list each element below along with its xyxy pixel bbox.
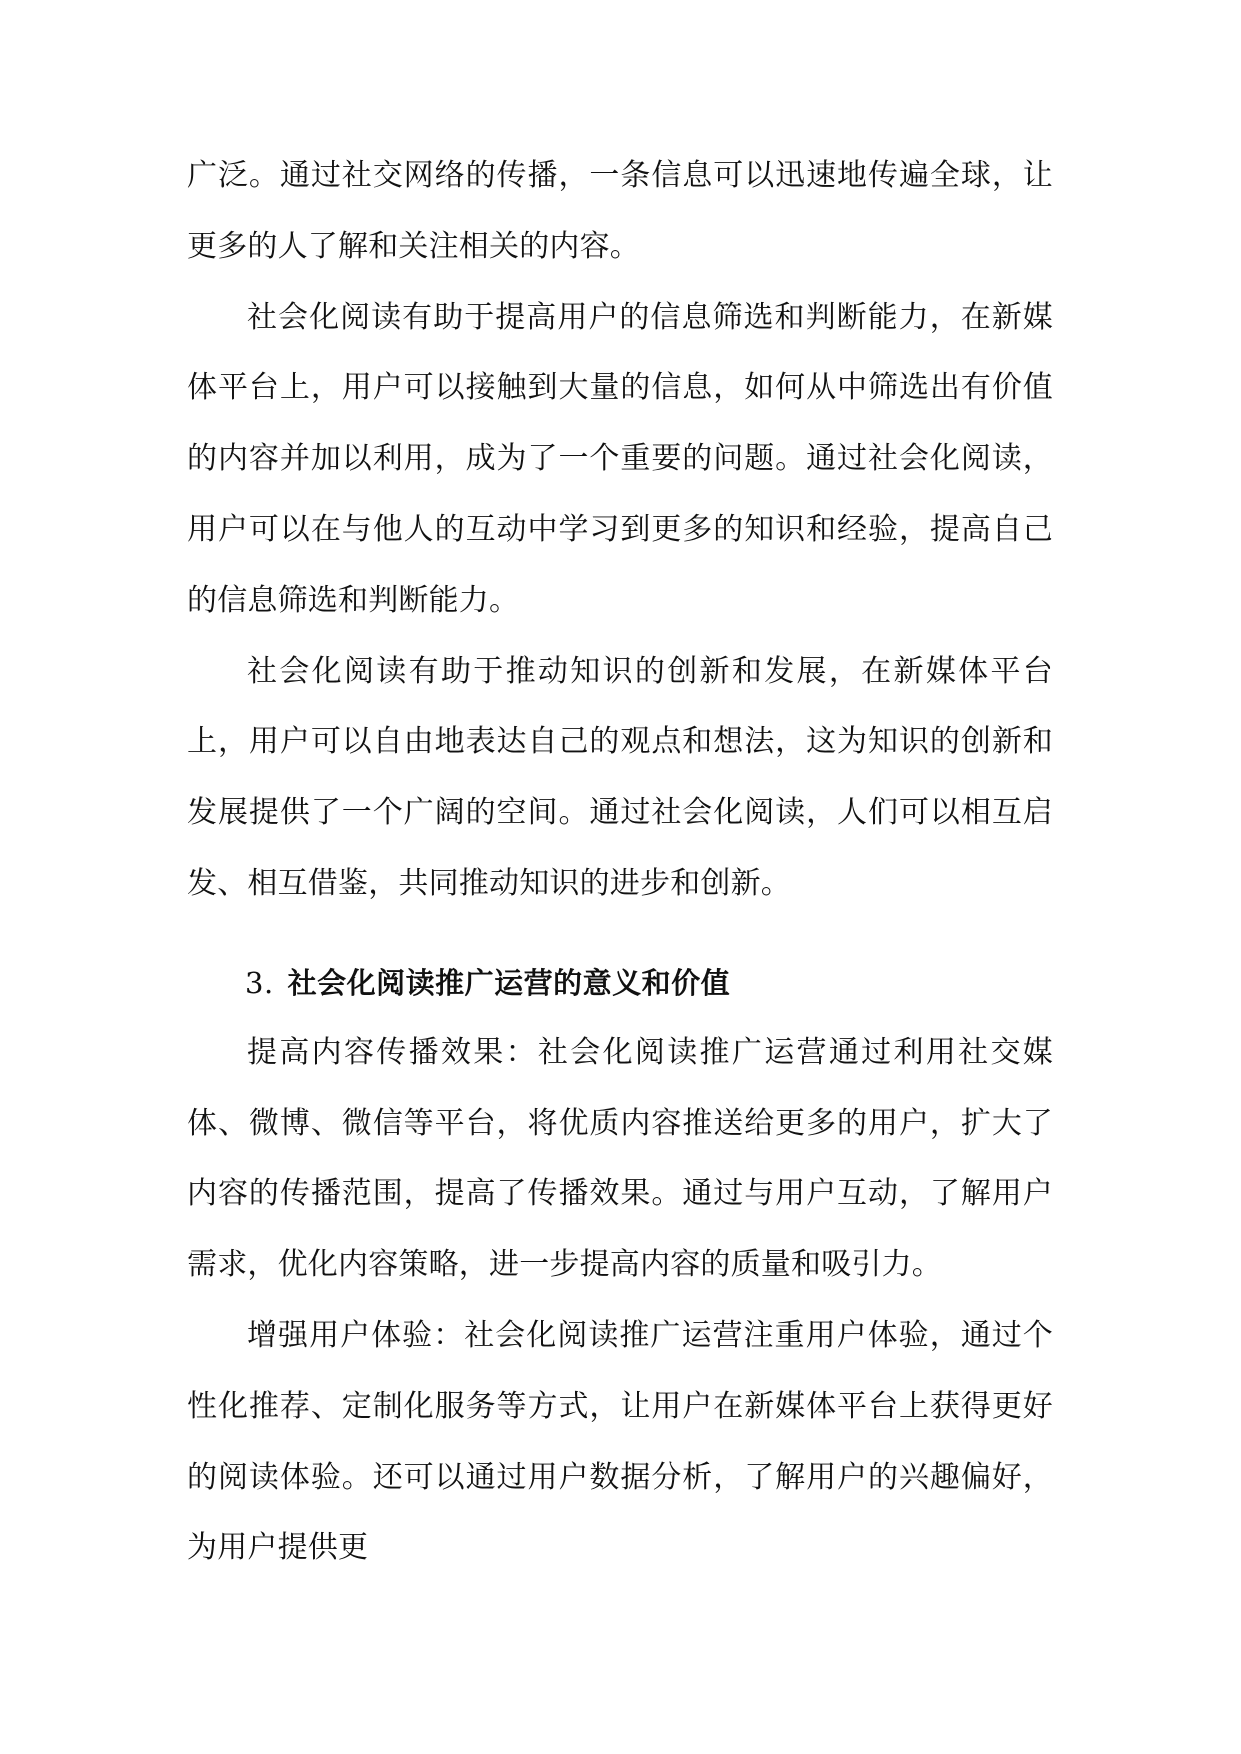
section-number: 3. (245, 965, 274, 1000)
section-title: 社会化阅读推广运营的意义和价值 (287, 965, 731, 1000)
paragraph-screening-ability: 社会化阅读有助于提高用户的信息筛选和判断能力，在新媒体平台上，用户可以接触到大量的信息，如何从中筛选出有价值的内容并加以利用，成为了一个重要的问题。通过社会化阅读，用户可以在与他人的互动中学习到更多的知识和经验，提高自己的信息筛选和判断能力。 (187, 299, 1053, 618)
paragraph-content-spread: 提高内容传播效果：社会化阅读推广运营通过利用社交媒体、微博、微信等平台，将优质内容推送给更多的用户，扩大了内容的传播范围，提高了传播效果。通过与用户互动，了解用户需求，优化内容策略，进一步提高内容的质量和吸引力。 (187, 1034, 1053, 1283)
paragraph-continuation: 广泛。通过社交网络的传播，一条信息可以迅速地传遍全球，让更多的人了解和关注相关的内容。 (187, 158, 1053, 264)
document-body (187, 141, 1053, 1584)
paragraph-knowledge-innovation: 社会化阅读有助于推动知识的创新和发展，在新媒体平台上，用户可以自由地表达自己的观点和想法，这为知识的创新和发展提供了一个广阔的空间。通过社会化阅读，人们可以相互启发、相互借鉴，共同推动知识的进步和创新。 (187, 653, 1053, 901)
section-heading (187, 948, 1053, 1018)
paragraph-user-experience: 增强用户体验：社会化阅读推广运营注重用户体验，通过个性化推荐、定制化服务等方式，让用户在新媒体平台上获得更好的阅读体验。还可以通过用户数据分析，了解用户的兴趣偏好，为用户提供更 (187, 1317, 1053, 1566)
